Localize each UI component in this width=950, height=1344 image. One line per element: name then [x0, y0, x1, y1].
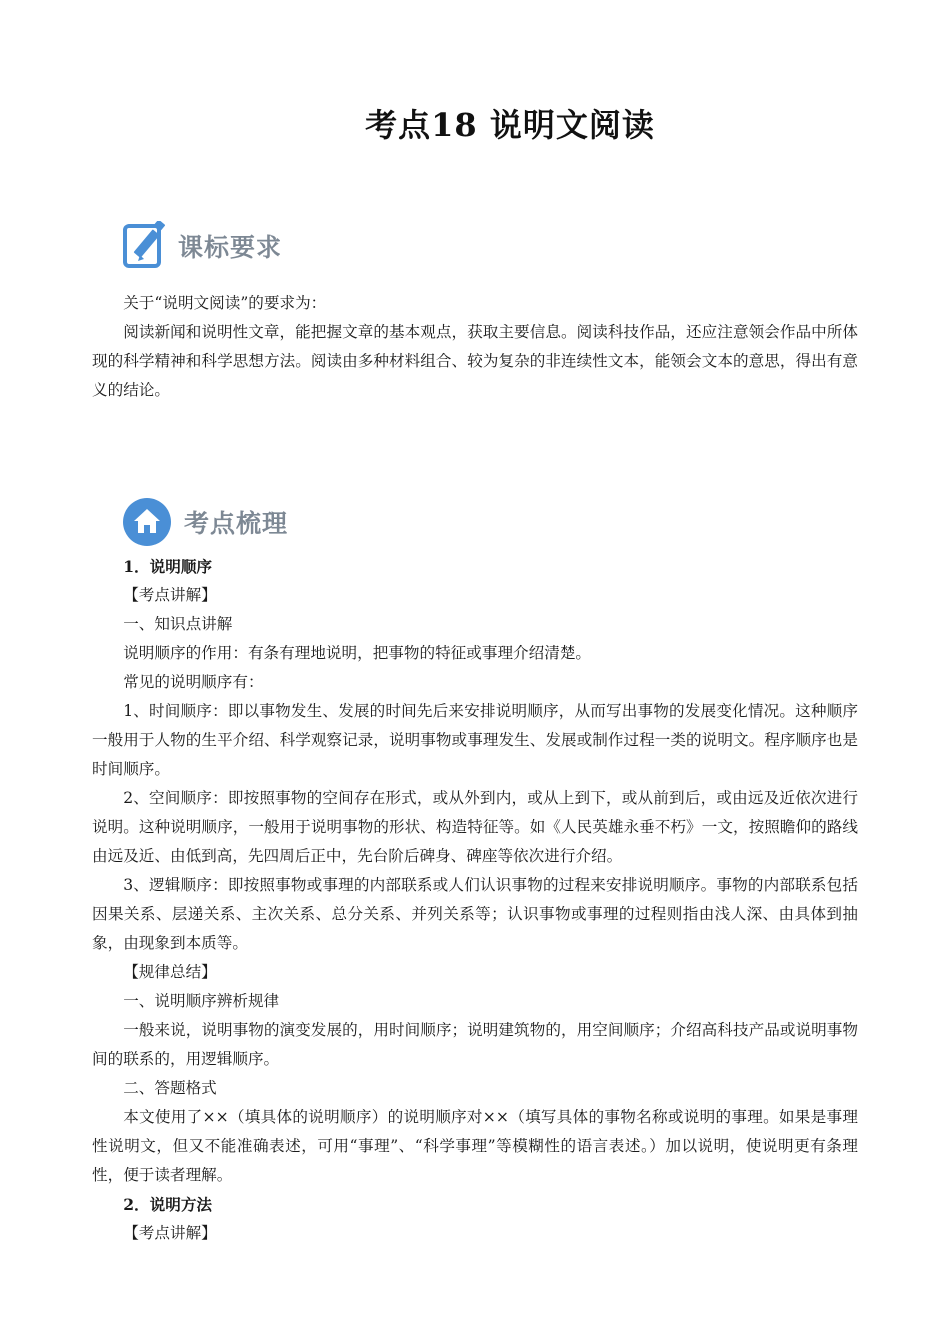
paragraph: 说明顺序的作用：有条有理地说明，把事物的特征或事理介绍清楚。 [123, 644, 592, 662]
home-icon [122, 497, 172, 547]
subheading: 1．说明顺序 [123, 557, 213, 576]
paragraph: 本文使用了××（填具体的说明顺序）的说明顺序对××（填写具体的事物名称或说明的事理。如果是事理性说明文，但又不能准确表述，可用“事理”、“科学事理”等模糊性的语言表述。）加以说明，使说明更有条理性，便于读者理解。 [92, 1108, 858, 1184]
paragraph: 一般来说，说明事物的演变发展的，用时间顺序；说明建筑物的，用空间顺序；介绍高科技产品或说明事物间的联系的，用逻辑顺序。 [92, 1021, 858, 1068]
outline-text [92, 552, 858, 1248]
paragraph: 【规律总结】 [123, 963, 217, 981]
section-heading-requirements [122, 220, 282, 272]
paragraph: 一、知识点讲解 [123, 615, 233, 633]
section-heading-outline [122, 496, 288, 548]
paragraph: 一、说明顺序辨析规律 [123, 992, 280, 1010]
paragraph: 阅读新闻和说明性文章，能把握文章的基本观点，获取主要信息。阅读科技作品，还应注意领会作品中所体现的科学精神和科学思想方法。阅读由多种材料组合、较为复杂的非连续性文本，能领会文本的意思，得出有意义的结论。 [92, 323, 858, 399]
paragraph: 1、时间顺序：即以事物发生、发展的时间先后来安排说明顺序，从而写出事物的发展变化情况。这种顺序一般用于人物的生平介绍、科学观察记录，说明事物或事理发生、发展或制作过程一类的说明文。程序顺序也是时间顺序。 [92, 702, 858, 778]
paragraph: 常见的说明顺序有： [123, 673, 264, 691]
paragraph: 关于“说明文阅读”的要求为： [123, 294, 327, 312]
paragraph: 二、答题格式 [123, 1079, 217, 1097]
requirements-text [92, 289, 858, 405]
section-label: 考点梳理 [184, 509, 289, 538]
pencil-icon [122, 221, 166, 271]
section-label: 课标要求 [178, 233, 283, 262]
paragraph: 2、空间顺序：即按照事物的空间存在形式，或从外到内，或从上到下，或从前到后，或由远及近依次进行说明。这种说明顺序，一般用于说明事物的形状、构造特征等。如《人民英雄永垂不朽》一文，按照瞻仰的路线由远及近、由低到高，先四周后正中，先台阶后碑身、碑座等依次进行介绍。 [92, 789, 858, 865]
subheading: 2．说明方法 [123, 1195, 213, 1214]
page-title: 考点18 说明文阅读 [365, 106, 655, 144]
paragraph: 【考点讲解】 [123, 586, 217, 604]
paragraph: 【考点讲解】 [123, 1224, 217, 1242]
paragraph: 3、逻辑顺序：即按照事物或事理的内部联系或人们认识事物的过程来安排说明顺序。事物的内部联系包括因果关系、层递关系、主次关系、总分关系、并列关系等；认识事物或事理的过程则指由浅人深、由具体到抽象，由现象到本质等。 [92, 876, 858, 952]
